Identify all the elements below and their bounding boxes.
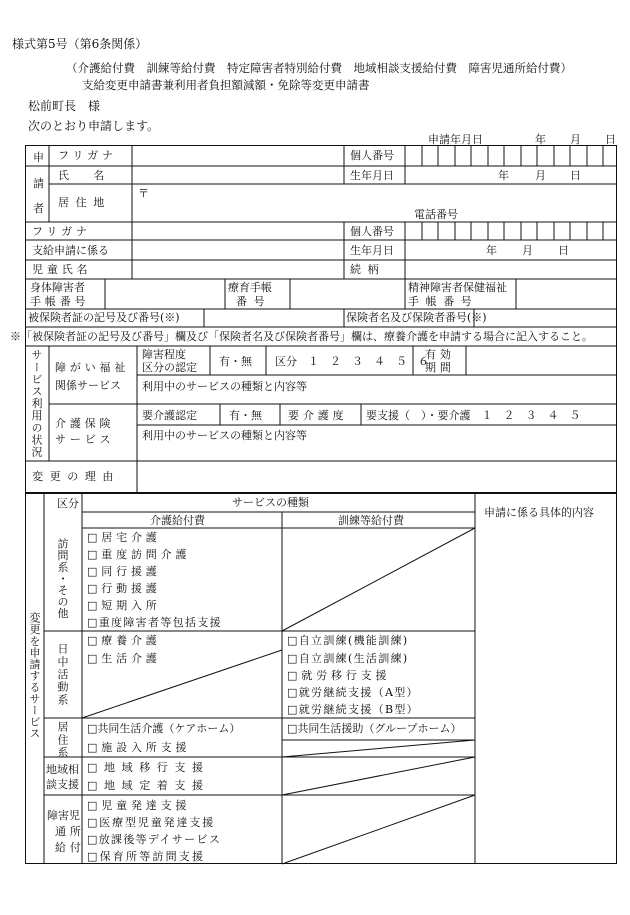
valid-period-label-2: 期間 <box>425 361 455 374</box>
checkbox-chiiki-iko[interactable]: □地域移行支援 <box>87 761 210 774</box>
mental-cert-label-1: 精神障害者保健福祉 <box>408 281 507 294</box>
ryoiku-cert-label-2: 番号 <box>236 295 272 308</box>
applicant-section-char3: 者 <box>33 202 44 215</box>
kubun-header-1: 区分 <box>57 497 79 510</box>
checkbox-shisetsu-nyusho[interactable]: □施設入所支援 <box>87 741 191 754</box>
physical-cert-label-2: 手帳番号 <box>30 295 90 308</box>
welfare-in-use-label: 利用中のサービスの種類と内容等 <box>142 380 307 393</box>
checkbox-seikatsu-kaigo[interactable]: □生活介護 <box>87 652 161 665</box>
insurer-label: 保険者名及び保険者番号(※) <box>346 311 487 324</box>
group-kyoju-label: 居住系 <box>56 721 69 759</box>
checkbox-jiritsu-kino[interactable]: □自立訓練(機能訓練) <box>287 634 409 647</box>
group-jido-label-2: 通所 <box>55 825 85 838</box>
reason-label: 変更の理由 <box>32 470 120 483</box>
date-year: 年 <box>535 133 546 146</box>
care-in-use-label: 利用中のサービスの種類と内容等 <box>142 429 307 442</box>
checkbox-houkago-day[interactable]: □放課後等デイサービス <box>87 833 222 846</box>
date-month: 月 <box>570 133 581 146</box>
checkbox-tanki-nyusho[interactable]: □短期入所 <box>87 599 161 612</box>
checkbox-judo-houmon-kaigo[interactable]: □重度訪問介護 <box>87 548 191 561</box>
degree-label-2: 区分の認定 <box>142 361 197 374</box>
care-degree-label: 要介護度 <box>288 409 348 422</box>
checkbox-kyodo-seikatsu-enjo[interactable]: □共同生活援助（グループホーム） <box>287 722 462 735</box>
form-number: 様式第5号（第6条関係） <box>12 37 148 51</box>
kubun-levels: 区分 １ ２ ３ ４ ５ ６ <box>275 355 429 368</box>
child-furigana-label: フリガナ <box>32 225 91 238</box>
physical-cert-label-1: 身体障害者 <box>30 281 85 294</box>
application-date-label: 申請年月日 <box>428 133 483 146</box>
kunren-header: 訓練等給付費 <box>338 514 404 527</box>
note-text: ※「被保険者証の記号及び番号」欄及び「保険者名及び保険者番号」欄は、療養介護を申請する場合に記入すること。 <box>10 330 593 343</box>
child-birth-month: 月 <box>522 244 533 257</box>
applicant-birth-month: 月 <box>535 169 546 182</box>
group-jido-label-3: 給付 <box>55 841 85 854</box>
checkbox-shuro-keizoku-b[interactable]: □就労継続支援（B型） <box>287 703 419 716</box>
applicant-furigana-label: フリガナ <box>58 149 117 162</box>
valid-period-label-1: 有効 <box>425 348 455 361</box>
checkbox-doko-engo[interactable]: □同行援護 <box>87 565 161 578</box>
checkbox-ryoyo-kaigo[interactable]: □療養介護 <box>87 634 161 647</box>
checkbox-kyodo-seikatsu-kaigo[interactable]: □共同生活介護（ケアホーム） <box>87 722 241 735</box>
phone-label: 電話番号 <box>414 208 458 221</box>
care-cert-yesno: 有・無 <box>229 409 262 422</box>
postal-mark: 〒 <box>138 187 149 200</box>
form-title-line1: （介護給付費 訓練等給付費 特定障害者特別給付費 地域相談支援給付費 障害児通所給付費） <box>66 61 572 75</box>
care-levels: 要支援（ ）・要介護 １ ２ ３ ４ ５ <box>366 409 581 422</box>
checkbox-kodo-engo[interactable]: □行動援護 <box>87 582 161 595</box>
insured-number-label: 被保険者証の記号及び番号(※) <box>28 311 180 324</box>
group-houmon-label: 訪問系・その他 <box>56 538 69 619</box>
checkbox-judo-hokatsu[interactable]: □重度障害者等包括支援 <box>87 616 222 629</box>
checkbox-shuro-iko[interactable]: □就労移行支援 <box>287 669 391 682</box>
group-chiiki-label-2: 談支援 <box>46 778 79 791</box>
child-name-label-2: 児童氏名 <box>32 263 92 276</box>
care-label-2: サービス <box>55 433 115 446</box>
care-cert-label: 要介護認定 <box>142 409 197 422</box>
child-birth-day: 日 <box>558 244 569 257</box>
checkbox-kyotaku-kaigo[interactable]: □居宅介護 <box>87 531 161 544</box>
checkbox-chiiki-teichaku[interactable]: □地域定着支援 <box>87 779 210 792</box>
checkbox-jiritsu-seikatsu[interactable]: □自立訓練(生活訓練) <box>287 652 409 665</box>
detail-header: 申請に係る具体的内容 <box>484 506 594 519</box>
child-personal-no-label: 個人番号 <box>350 225 394 238</box>
ryoiku-cert-label-1: 療育手帳 <box>228 281 272 294</box>
degree-label-1: 障害程度 <box>142 348 186 361</box>
child-birth-year: 年 <box>486 244 497 257</box>
applicant-section-char1: 申 <box>33 151 44 164</box>
addressee: 松前町長 様 <box>28 99 101 113</box>
applicant-address-label: 居住地 <box>58 196 111 209</box>
child-name-label-1: 支給申請に係る <box>32 244 109 257</box>
welfare-label-2: 関係サービス <box>55 379 121 392</box>
service-types-header: サービスの種類 <box>232 496 309 509</box>
welfare-label-1: 障がい福祉 <box>55 361 130 374</box>
checkbox-shuro-keizoku-a[interactable]: □就労継続支援（A型） <box>287 686 419 699</box>
group-jido-label-1: 障害児 <box>47 809 80 822</box>
applicant-birth-label: 生年月日 <box>350 169 394 182</box>
applicant-name-label: 氏 名 <box>58 169 111 182</box>
care-label-1: 介護保険 <box>55 417 115 430</box>
applicant-birth-year: 年 <box>498 169 509 182</box>
checkbox-hoikusho-houmon[interactable]: □保育所等訪問支援 <box>87 850 206 863</box>
intro-text: 次のとおり申請します。 <box>28 119 160 133</box>
degree-yesno: 有・無 <box>219 355 252 368</box>
usage-section-label: サービス利用の状況 <box>30 349 43 458</box>
date-day: 日 <box>605 133 616 146</box>
mental-cert-label-2: 手帳番号 <box>408 295 479 308</box>
form-title-line2: 支給変更申請書兼利用者負担額減額・免除等変更申請書 <box>82 78 370 92</box>
child-birth-label: 生年月日 <box>350 244 394 257</box>
applicant-section-char2: 請 <box>33 177 44 190</box>
checkbox-iryogata-jido[interactable]: □医療型児童発達支援 <box>87 816 216 829</box>
applicant-birth-day: 日 <box>570 169 581 182</box>
group-nichu-label: 日中活動系 <box>56 643 69 707</box>
checkbox-jido-hattatsu[interactable]: □児童発達支援 <box>87 799 191 812</box>
services-section-label: 変更を申請するサービス <box>28 612 41 740</box>
child-relation-label: 続柄 <box>350 263 386 276</box>
applicant-personal-no-label: 個人番号 <box>350 149 394 162</box>
group-chiiki-label-1: 地域相 <box>46 763 79 776</box>
kaigo-header: 介護給付費 <box>150 514 205 527</box>
